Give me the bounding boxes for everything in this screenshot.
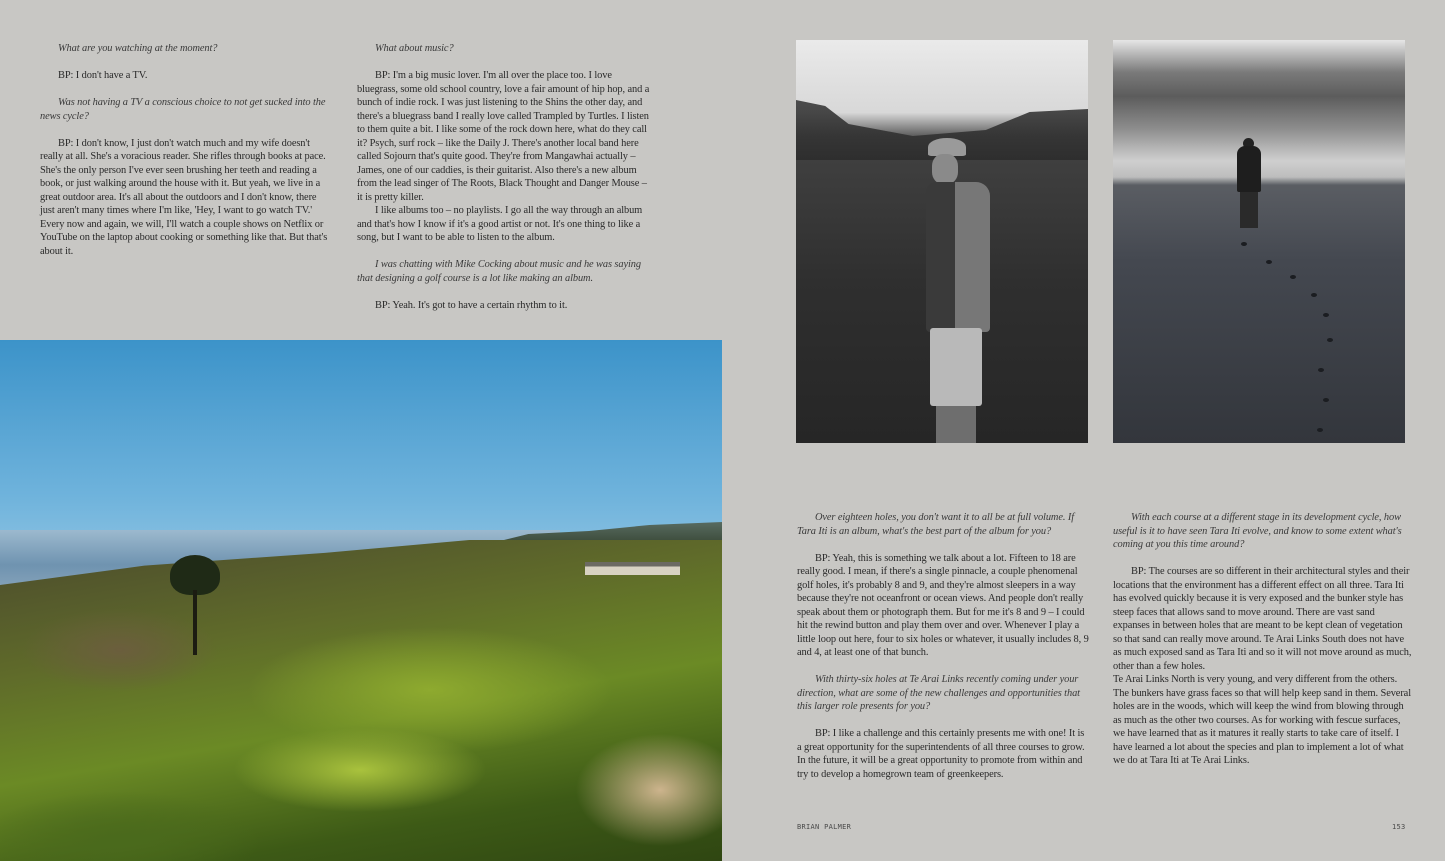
- interview-answer: BP: I don't know, I just don't watch much and my wife doesn't really at all. She's a voracious reader. She rifles through books at pace. She's the only person I've ever seen brushing her teeth and reading a book, or just walking around the house with it. But yeah, we live in a great outdoor area. It's all about the outdoors and I don't know, there just aren't many times where I'm like, 'Hey, I want to go watch TV.' Every now and again, we will, I'll watch a couple shows on Netflix or YouTube on the laptop about cooking or something like that. But that's about it.: [40, 137, 328, 257]
- interview-question: What about music?: [375, 43, 454, 54]
- footprint: [1327, 338, 1333, 342]
- walking-golfer-photo: [1113, 40, 1405, 443]
- running-footer-author: BRIAN PALMER: [797, 823, 852, 831]
- footprint: [1323, 313, 1329, 317]
- cypress-tree: [170, 555, 220, 655]
- footprint: [1241, 242, 1247, 246]
- interview-answer: BP: I'm a big music lover. I'm all over the place too. I love bluegrass, some old school country, love a fair amount of hip hop, and a bunch of indie rock. I was just listening to the Shins the other day, and there's a bluegrass band I really love called Trampled by Turtles. I listen to them quite a bit. I like some of the rock down here, what do they call it? Psych, surf rock – like the Daily J. There's another local band here called Sojourn that's quite good. They're from Mangawhai actually – James, one of our caddies, is their guitarist. Also there's a new album from the lead singer of The Roots, Black Thought and Danger Mouse – it is pretty killer.: [357, 70, 650, 203]
- interview-answer-continued: Te Arai Links North is very young, and very different from the others. The bunkers have grass faces so that will help keep sand in them. Several holes are in the woods, which will keep the wind from blowing through as much as the other two courses. As for working with fescue surfaces, we have learned that as it matures it really starts to take care of itself. I have learned a lot about the species and plan to implement a lot of what we do at Tara Iti at Te Arai Links.: [1113, 674, 1411, 766]
- footprint: [1318, 368, 1324, 372]
- interview-answer: BP: The courses are so different in their architectural styles and their locations that the environment has a different effect on all three. Tara Iti has evolved quickly because it is very exposed and the bunker style has steep faces that allows sand to move around. There are vast sand expanses in between holes that are meant to be kept clean of vegetation so that sand can really move around. Te Arai Links South does not have as much exposed sand as Tara Iti and so it will not move around as much, other than a few holes.: [1113, 566, 1412, 672]
- person-figure: [908, 138, 1018, 443]
- interview-answer: BP: I don't have a TV.: [58, 70, 148, 81]
- footprint: [1311, 293, 1317, 297]
- article-column-2: [357, 42, 653, 326]
- footprint: [1266, 260, 1272, 264]
- interview-question: With thirty-six holes at Te Arai Links recently coming under your direction, what are some of the new challenges and opportunities that this larger role presents for you?: [797, 674, 1080, 712]
- footprint: [1317, 428, 1323, 432]
- interview-answer: BP: Yeah. It's got to have a certain rhythm to it.: [375, 299, 568, 311]
- article-column-3: [797, 511, 1089, 795]
- article-column-4: [1113, 511, 1413, 781]
- interview-question: With each course at a different stage in its development cycle, how useful is it to have seen Tara Iti evolve, and know to some extent what's coming at you this time around?: [1113, 512, 1402, 550]
- golf-course-aerial-photo: [0, 340, 722, 861]
- article-column-1: [40, 42, 330, 272]
- portrait-photo: [796, 40, 1088, 443]
- interview-answer: BP: Yeah, this is something we talk about a lot. Fifteen to 18 are really good. I mean, if there's a single pinnacle, a couple phenomenal golf holes, it's probably 8 and 9, and they're almost sleepers in a way because they're not oceanfront or ocean views. And people don't really speak about them or photograph them. But for me it's 8 and 9 – I could hit the rewind button and play them over and over. Whenever I play a little loop out here, four to six holes or whatever, it usually includes 8, 9 and 4, at least one of that bunch.: [797, 552, 1089, 658]
- interview-answer-continued: I like albums too – no playlists. I go all the way through an album and that's how I know if it's a good artist or not. It's one thing to like a song, but I want to be able to listen to the album.: [357, 205, 643, 243]
- clubhouse: [585, 562, 680, 575]
- interview-answer: BP: I like a challenge and this certainly presents me with one! It is a great opportunity for the superintendents of all three courses to grow. In the future, it will be a great opportunity to promote from within and try to develop a homegrown team of greenkeepers.: [797, 728, 1085, 780]
- interview-question: Over eighteen holes, you don't want it to all be at full volume. If Tara Iti is an album, what's the best part of the album for you?: [797, 512, 1074, 537]
- page-number: 153: [1392, 823, 1406, 831]
- dunes-and-fairways: [0, 540, 722, 861]
- footprint: [1290, 275, 1296, 279]
- interview-question: What are you watching at the moment?: [58, 43, 218, 54]
- interview-question: I was chatting with Mike Cocking about music and he was saying that designing a golf course is a lot like making an album.: [357, 259, 641, 284]
- footprint: [1323, 398, 1329, 402]
- interview-question: Was not having a TV a conscious choice to not get sucked into the news cycle?: [40, 97, 326, 122]
- golfer-silhouette: [1231, 138, 1265, 228]
